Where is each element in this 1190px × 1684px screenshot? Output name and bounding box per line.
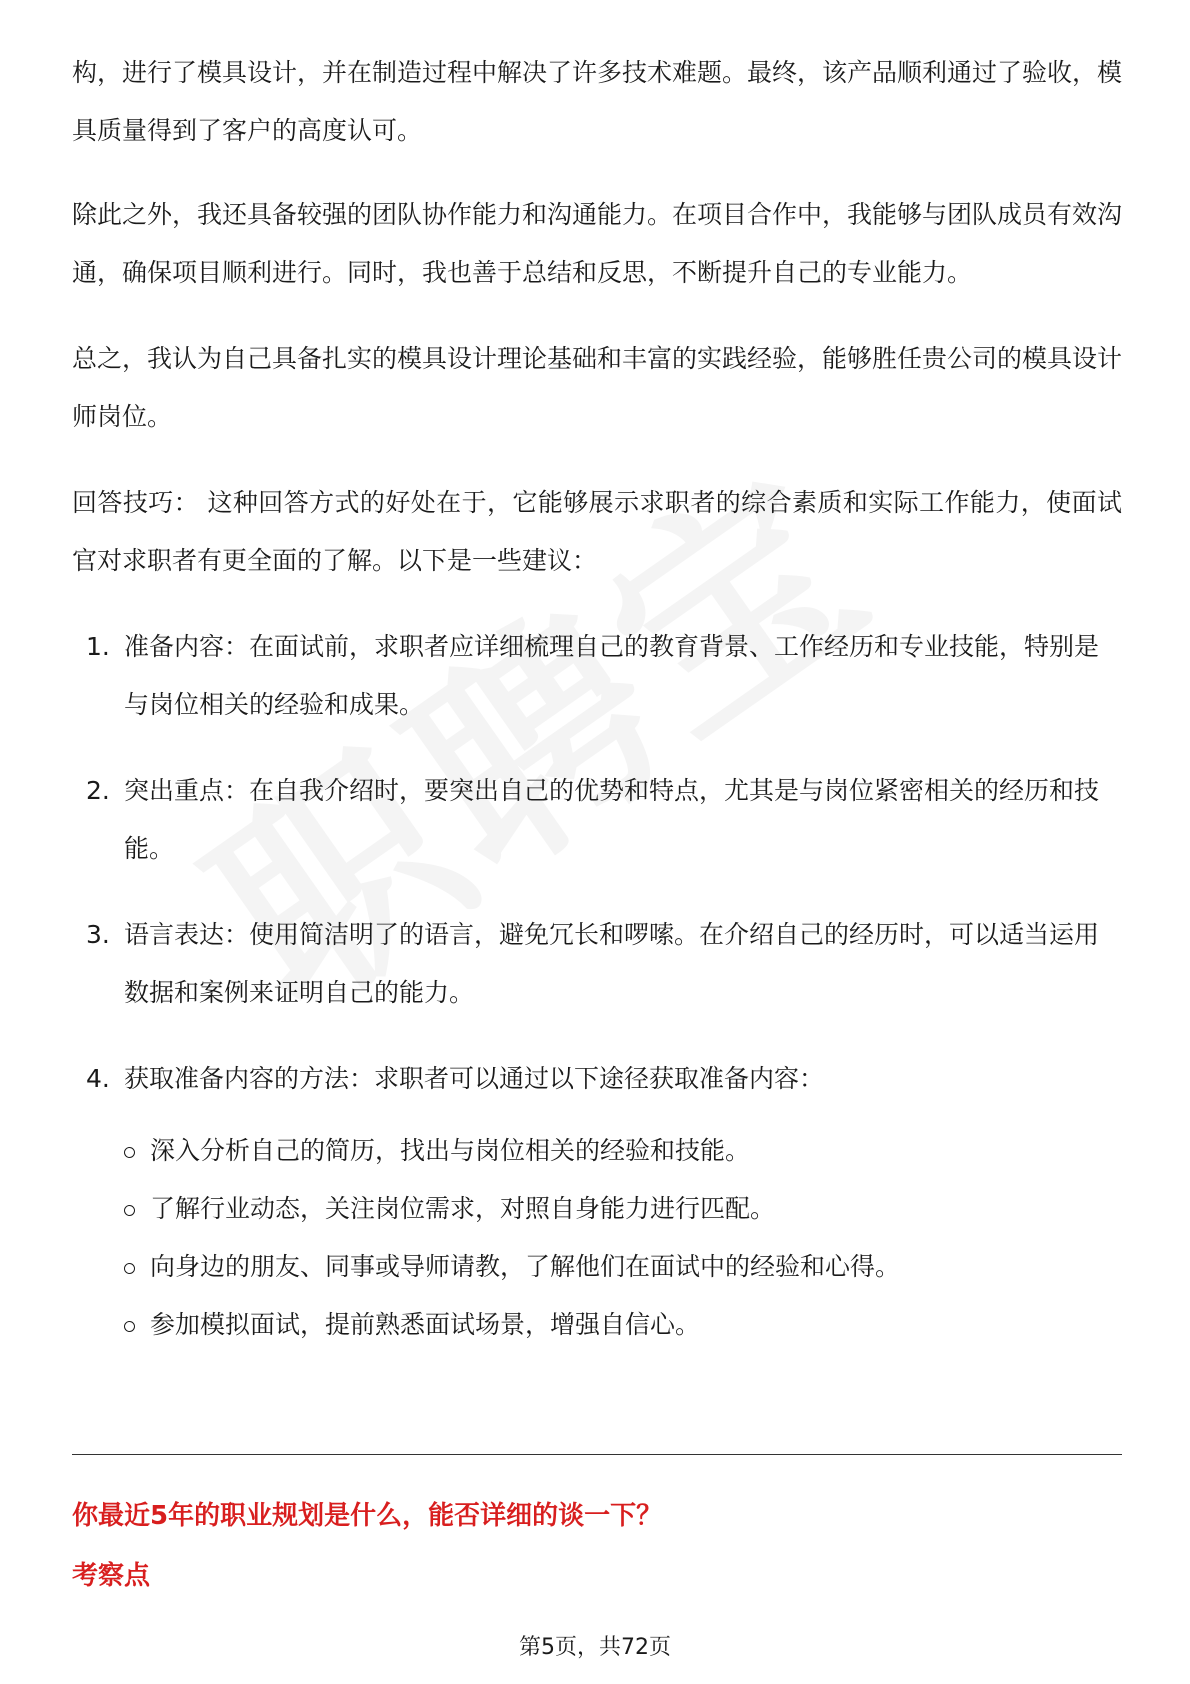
list-number: 1. [86, 632, 110, 661]
sub-list-item-text: 向身边的朋友、同事或导师请教，了解他们在面试中的经验和心得。 [150, 1252, 901, 1281]
sub-list [72, 1122, 1122, 1354]
circle-bullet-icon [124, 1263, 135, 1274]
list-number: 2. [86, 776, 110, 805]
page-number: 第5页，共72页 [519, 1635, 671, 1660]
paragraph: 构，进行了模具设计，并在制造过程中解决了许多技术难题。最终，该产品顺利通过了验收，模具质量得到了客户的高度认可。 [72, 58, 1123, 145]
section-subheading: 考察点 [72, 1561, 151, 1591]
list-item-text: 准备内容：在面试前，求职者应详细梳理自己的教育背景、工作经历和专业技能，特别是与岗位相关的经验和成果。 [124, 632, 1100, 719]
list-item-text: 获取准备内容的方法：求职者可以通过以下途径获取准备内容： [124, 1064, 825, 1093]
sub-list-item-text: 参加模拟面试，提前熟悉面试场景，增强自信心。 [150, 1310, 701, 1339]
tips-list [72, 618, 1122, 1108]
list-item [72, 1050, 1122, 1108]
circle-bullet-icon [124, 1321, 135, 1332]
list-item [72, 762, 1122, 878]
sub-list-item [124, 1296, 1122, 1354]
sub-list-item-text: 深入分析自己的简历，找出与岗位相关的经验和技能。 [150, 1136, 751, 1165]
document-body [72, 44, 1122, 1354]
list-number: 3. [86, 920, 110, 949]
list-item-text: 语言表达：使用简洁明了的语言，避免冗长和啰嗦。在介绍自己的经历时，可以适当运用数据和案例来证明自己的能力。 [124, 920, 1100, 1007]
question-heading: 你最近5年的职业规划是什么，能否详细的谈一下？ [72, 1501, 663, 1531]
answer-tips-paragraph: 回答技巧： 这种回答方式的好处在于，它能够展示求职者的综合素质和实际工作能力，使面试官对求职者有更全面的了解。以下是一些建议： [72, 488, 1122, 575]
circle-bullet-icon [124, 1205, 135, 1216]
sub-list-item-text: 了解行业动态，关注岗位需求，对照自身能力进行匹配。 [150, 1194, 776, 1223]
list-number: 4. [86, 1064, 110, 1093]
sub-list-item [124, 1122, 1122, 1180]
list-item-text: 突出重点：在自我介绍时，要突出自己的优势和特点，尤其是与岗位紧密相关的经历和技能。 [124, 776, 1100, 863]
circle-bullet-icon [124, 1147, 135, 1158]
list-item [72, 906, 1122, 1022]
paragraph: 除此之外，我还具备较强的团队协作能力和沟通能力。在项目合作中，我能够与团队成员有效沟通，确保项目顺利进行。同时，我也善于总结和反思，不断提升自己的专业能力。 [72, 200, 1123, 287]
section-divider [72, 1454, 1122, 1455]
list-item [72, 618, 1122, 734]
sub-list-item [124, 1180, 1122, 1238]
sub-list-item [124, 1238, 1122, 1296]
paragraph: 总之，我认为自己具备扎实的模具设计理论基础和丰富的实践经验，能够胜任贵公司的模具设计师岗位。 [72, 344, 1123, 431]
